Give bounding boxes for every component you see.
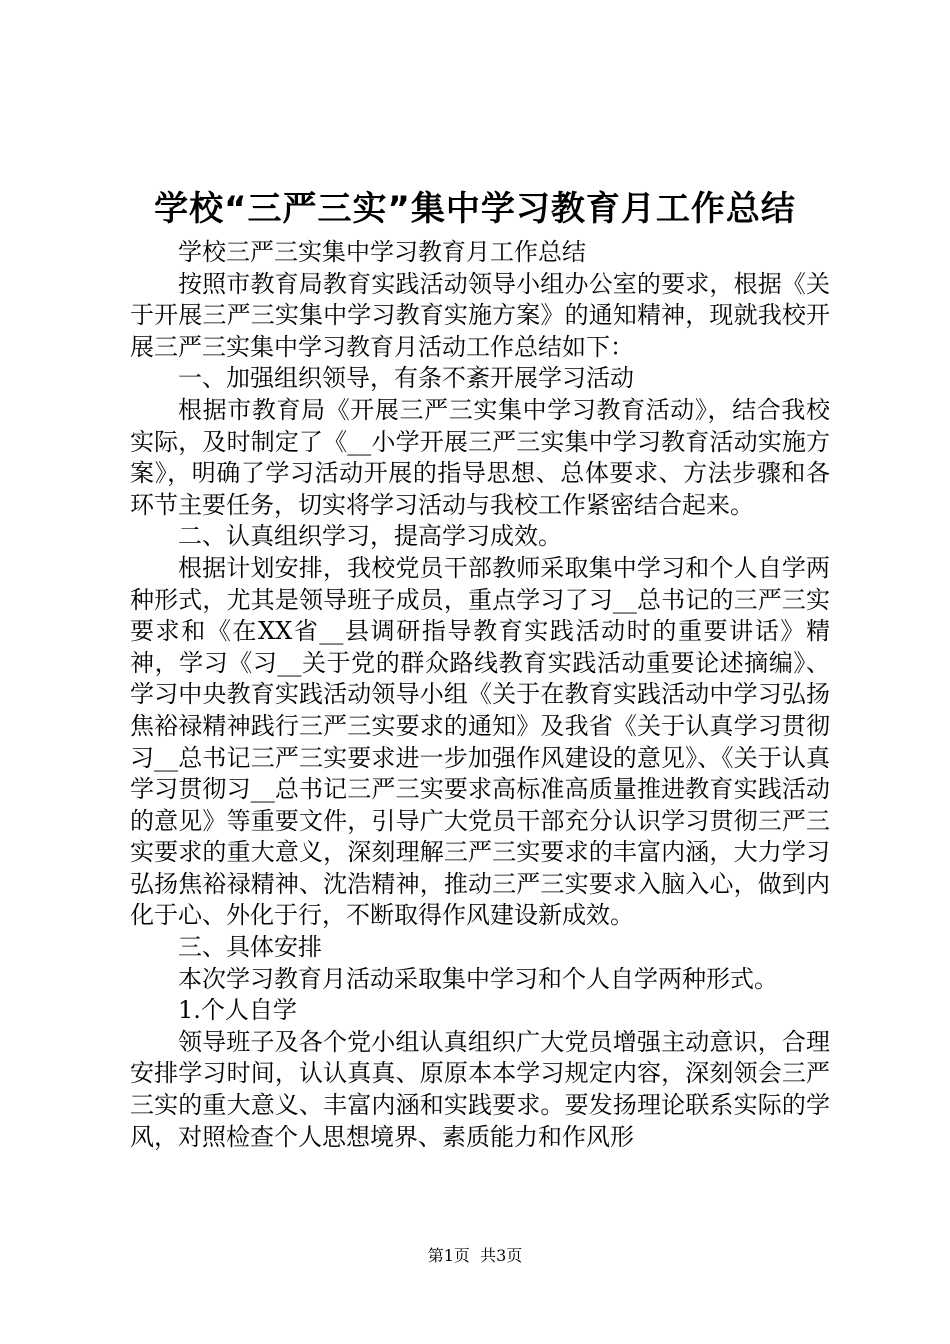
paragraph-subtitle: 学校三严三实集中学习教育月工作总结 — [178, 238, 586, 266]
paragraph-subsection-1: 领导班子及各个党小组认真组织广大党员增强主动意识，合理安排学习时间，认认真真、原原本本学习规定内容，深刻领会三严三实的重大意义、丰富内涵和实践要求。要发扬理论联系实际的学风，对照检查个人思想境界、素质能力和作风形 — [130, 1027, 830, 1151]
heading-subsection-1: 1.个人自学 — [178, 996, 297, 1025]
paragraph-section-1: 根据市教育局《开展三严三实集中学习教育活动》，结合我校实际，及时制定了《__小学开展三严三实集中学习教育活动实施方案》，明确了学习活动开展的指导思想、总体要求、方法步骤和各环节主要任务，切实将学习活动与我校工作紧密结合起来。 — [130, 395, 830, 519]
paragraph-section-3: 本次学习教育月活动采取集中学习和个人自学两种形式。 — [178, 964, 778, 993]
heading-section-1: 一、加强组织领导，有条不紊开展学习活动 — [178, 364, 634, 393]
paragraph-section-2: 根据计划安排，我校党员干部教师采取集中学习和个人自学两种形式，尤其是领导班子成员，重点学习了习__总书记的三严三实要求和《在XX省__县调研指导教育实践活动时的重要讲话》精神，学习《习__关于党的群众路线教育实践活动重要论述摘编》、学习中央教育实践活动领导小组《关于在教育实践活动中学习弘扬焦裕禄精神践行三严三实要求的通知》及我省《关于认真学习贯彻习__总书记三严三实要求进一步加强作风建设的意见》、《关于认真学习贯彻习__总书记三严三实要求高标准高质量推进教育实践活动的意见》等重要文件，引导广大党员干部充分认识学习贯彻三严三实要求的重大意义，深刻理解三严三实要求的丰富内涵，大力学习弘扬焦裕禄精神、沈浩精神，推动三严三实要求入脑入心，做到内化于心、外化于行，不断取得作风建设新成效。 — [130, 553, 830, 930]
heading-section-3: 三、具体安排 — [178, 933, 322, 962]
paragraph-intro: 按照市教育局教育实践活动领导小组办公室的要求，根据《关于开展三严三实集中学习教育实施方案》的通知精神，现就我校开展三严三实集中学习教育月活动工作总结如下： — [130, 269, 830, 361]
document-title: 学校“三严三实”集中学习教育月工作总结 — [154, 189, 796, 229]
page-number-footer: 第1页 共3页 — [427, 1246, 523, 1265]
heading-section-2: 二、认真组织学习，提高学习成效。 — [178, 522, 562, 551]
document-body — [130, 237, 830, 1153]
